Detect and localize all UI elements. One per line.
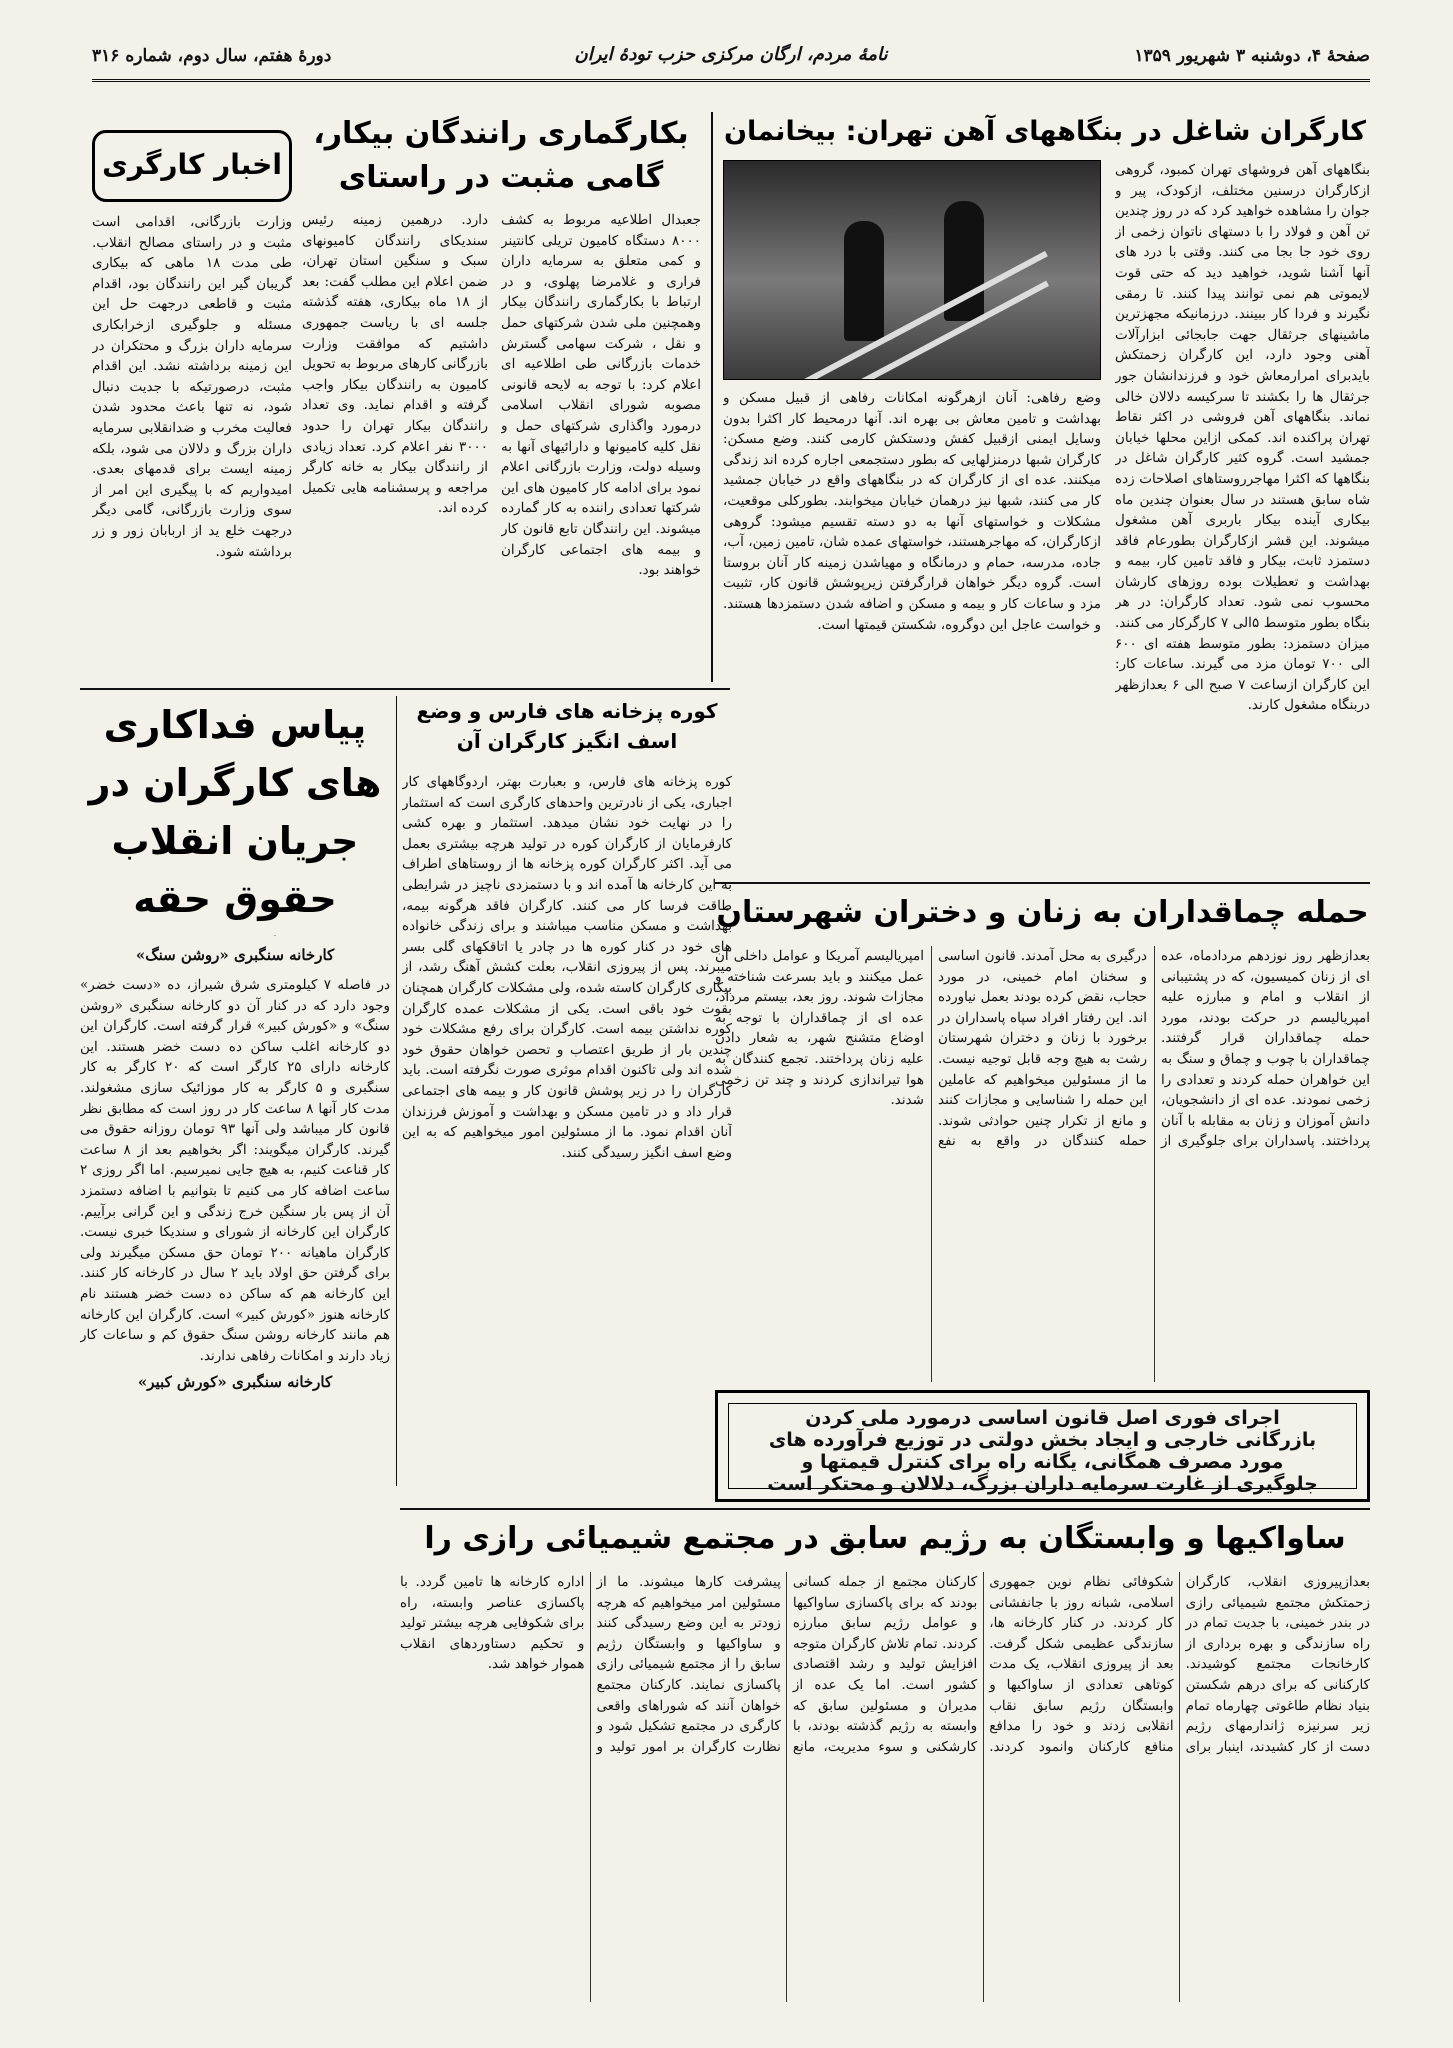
art2-column-1 [501,210,701,682]
art1-column-2 [723,388,1101,876]
column-rule [711,112,713,682]
section-rule [400,1508,1370,1510]
art2-col2-text: دارد. درهمین زمینه رئیس سندیکای رانندگان کامیونهای سبک و سنگین استان تهران، ضمن اعلام این مطلب گفت: بعد از ۱۸ ماه بیکاری، هفته گذشته جلسه ای با ریاست جمهوری داشتیم که موافقت وزارت بازرگانی کارهای مربوط به تحویل کامیون به رانندگان بیکار واجب گرفته و اقدام نماید. وی تعداد رانندگان بیکار تهران را حدود ۳۰۰۰ نفر اعلام کرد. تعداد زیادی از رانندگان بیکار به خانه کارگر مراجعه و پرسشنامه هایی تکمیل کرده اند. [302,212,488,517]
slogan-notice [715,1390,1370,1502]
art2-col1-text: جعبدال اطلاعیه مربوط به کشف ۸۰۰۰ دستگاه کامیون تریلی کانتینر و کمی متعلق به سرمایه داران فراری و غلامرضا پهلوی، و در ارتباط با بکارگماری رانندگان بیکار وهمچنین ملی شدن شرکتهای حمل و نقل ، شرکت سهامی گسترش خدمات بازرگانی طی اطلاعیه ای اعلام کرد: با توجه به لایحه قانونی مصوبه شورای انقلاب اسلامی درمورد واگذاری شرکتهای حمل و نقل کلیه کامیونها و دارائیهای آنها به وسیله دولت، وزارت بازرگانی اعلام نمود برای ادامه کار کامیون های این شرکتها تعدادی راننده به کار گمارده میشوند. این رانندگان تابع قانون کار و بیمه های اجتماعی کارگران خواهند بود. [501,212,701,579]
art4-text: کوره پزخانه های فارس، و بعبارت بهتر، اردوگاههای کار اجباری، یکی از نادرترین واحدهای کارگری است که استثمار را در نهایت خود نشان میدهد. استثمار و بهره کشی کارفرمایان از کارگران کوره در تولید هرچه بیشتری بعمل می آید. اکثر کارگران کوره پزخانه ها از روستاهای اطراف به این کارخانه ها آمده اند و با دستمزدی ناچیز در شرایطی طاقت فرسا کار می کنند. کارگران فاقد هرگونه بیمه، بهداشت و مسکن مناسب میباشند و برای زندگی خانواده های خود در کنار کوره ها در چادر یا اتاقکهای گلی بسر میبرند. پس از پیروزی انقلاب، بعلت کشش آهنگ رشد، از بیکاری کارگران کاسته شده، ولی مشکلات کارگران همچنان بقوت خود باقی است. یکی از مشکلات عمده کارگران کوره نداشتن بیمه است. کارگران برای رفع مشکلات خود چندین بار از طریق اعتصاب و تحصن خواهان حقوق خود شده اند ولی تاکنون اقدام موثری صورت نگرفته است. باید کارگران را در زیر پوشش قانون کار و بیمه های اجتماعی قرار داد و در تامین مسکن و بهداشت و آموزش فرزندان آنان اقدام نمود. ما از مسئولین امور میخواهیم که به این وضع اسف انگیز رسیدگی کنند. [402,774,732,1161]
notice-line-1: اجرای فوری اصل قانون اساسی درمورد ملی کردن [805,1407,1280,1429]
art1-col2-text: وضع رفاهی: آنان ازهرگونه امکانات رفاهی از قبیل مسکن و بهداشت و تامین معاش بی بهره اند. آنها درمحیط کار اکثرا بدون وسایل ایمنی ازقبیل کفش ودستکش کارمی کنند. وضع مسکن: کارگران شبها درمنزلهایی که بطور دستجمعی اجاره کرده اند زندگی میکنند. عده ای از کارگران که در بنگاههای واقع در خیابان جمشید کار می کنند، شبها نیز درهمان خیابان میخوابند. بطورکلی موقعیت، مشکلات و خواستهای آنها به دو دسته تقسیم میشود: گروهی ازکارگران، که مهاجرهستند، خواستهای عمده شان، تامین زمین، آب، جاده، مدرسه، حمام و درمانگاه و مهیاشدن زمینه کار آنان بروستا است. گروه دیگر خواهان قرارگرفتن زیرپوشش قانون کار، تثبیت مزد و ساعات کار و بیمه و مسکن و اضافه شدن دستمزدها هستند. و خواست عاجل این دوگروه، شکستن قیمتها است. [723,390,1101,633]
art4-headline-line2: اسف انگیز کارگران آن [456,729,678,753]
art2-headline-box [301,112,701,202]
page-info: صفحهٔ ۴، دوشنبه ۳ شهریور ۱۳۵۹ [1134,46,1370,66]
art1-col1-text: بنگاههای آهن فروشهای تهران کمبود، گروهی ازکارگران درسنین مختلف، ازکودک، پیر و جوان را مشاهده خواهید کرد که در روز چندین تن آهن و فولاد را با دستهای ناتوان زخمی از روی خود جا بجا می کنند. وقتی با درد های آنها آشنا شوید، خواهید دید که حتی قوت لایموتی هم نمی توانند پیدا کنند. تا رمقی نگیرند و فردا کار ببینند. درزمانیکه مجهزترین ماشینهای جرثقال جهت جابجائی ابزارآلات آهنی وجود دارد، این کارگران زحمتکش بایدبرای امرارمعاش خود و فرزندانشان جور جرثقال ها را بکشند تا سرکیسه دلالان خالی نماند. بنگاههای آهن فروشی در اکثر نقاط تهران پراکنده اند. کمکی ازاین محلها خیابان جمشید است. گروه کثیر کارگران شاغل در بنگاهها که اکثرا مهاجرروستاهای اصلاحات زده شاه سابق هستند در سال بعنوان چندین ماه بیکاری آینده بیکار باربری آهن مشغول میشوند. این قشر ازکارگران بطورعام فاقد دستمزد ثابت، بیکار و فاقد تامین کار، بیمه و بهداشت و تعطیلات بوده روزهای کارشان محسوب نمی شود. تعداد کارگران: در هر بنگاه بطور متوسط ۵الی ۷ کارگرکار می کنند. میزان دستمزد: بطور متوسط هفته ای ۶۰۰ الی ۷۰۰ تومان مزد می گیرند. ساعات کار: این کارگران ازساعت ۷ صبح الی ۶ بعدازظهر دربنگاه مشغول کارند. [1115,162,1370,714]
worker-figure [844,221,884,341]
art5-headline-box [715,888,1370,940]
art2-column-3 [92,212,292,682]
art4-headline-line1: کوره پزخانه های فارس و وضع [416,699,718,723]
notice-line-4: جلوگیری از غارت سرمایه داران بزرگ، دلالان و محتکر است [767,1473,1318,1495]
art5-text: بعدازظهر روز نوزدهم مردادماه، عده ای از زنان کمیسیون، که در پشتیبانی از انقلاب و امام و مبارزه علیه امپریالیسم در حرکت بودند، مورد حمله چماقداران قرار گرفتند. چماقداران با چوب و چماق و سنگ به این خواهران حمله کردند و تعدادی را زخمی نمودند. عده ای از دانشجویان، دانش آموزان و زنان به مقابله با آنان پرداختند. پاسداران برای جلوگیری از درگیری به محل آمدند. قانون اساسی و سخنان امام خمینی، در مورد حجاب، نقض کرده بودند بعمل نیاورده اند. این رفتار افراد سپاه پاسداران در برخورد با زنان و دختران شهرستان رشت به هیچ وجه قابل توجیه نیست. ما از مسئولین میخواهیم که عاملین این حمله را شناسایی و مجازات کنند و مانع از تکرار چنین حوادثی شوند. حمله کنندگان در واقع به نفع امپریالیسم آمریکا و عوامل داخلی آن عمل میکنند و باید بسرعت شناخته و مجازات شوند. روز بعد، بیستم مرداد، عده ای از چماقداران با توجه به اوضاع متشنج شهر، به شعار دادن علیه زنان پرداختند. تجمع کنندگان به هوا تیراندازی کردند و چند تن زخمی شدند. [715,948,1370,1150]
art3-subtitle-1: کارخانه سنگبری «روشن سنگ» [135,946,335,964]
art3-headline: پیاس فداکاری های کارگران در جریان انقلاب حقوق حقه [88,703,382,921]
edition-info: دورهٔ هفتم، سال دوم، شماره ۳۱۶ [92,46,332,66]
art3-subtitle-1-box [80,945,390,971]
art2-col3-text: وزارت بازرگانی، اقدامی است مثبت و در راستای مصالح انقلاب. طی مدت ۱۸ ماهی که بیکاری گریبان گیر این رانندگان بود، اقدام مثبت و قاطعی درجهت حل این مسئله و جلوگیری ازخرابکاری سرمایه داران بزرگ و محتکران در این زمینه برداشته نشد. این اقدام مثبت، درصورتیکه با جدیت دنبال شود، نه تنها باعث محدود شدن فعالیت مخرب و ضدانقلابی سرمایه داران بزرگ و دلالان می شود، بلکه زمینه ایست برای قدمهای بعدی. امیدواریم که با پیگیری این امر از سوی وزارت بازرگانی، گامی دیگر درجهت خلع ید از اربابان زور و زر برداشته شود. [92,214,292,560]
section-label-box [92,130,292,202]
art2-headline-line1: بکارگماری رانندگان بیکار، [313,116,689,151]
art6-headline-box [400,1514,1370,1566]
art3-headline-box [80,696,390,936]
section-label: اخبار کارگری [102,148,282,181]
art4-body [402,772,732,1484]
art6-body [400,1572,1370,2002]
section-rule [715,882,1370,884]
art3-body [80,975,390,1995]
art2-column-2 [302,210,488,682]
page-header [92,38,1370,82]
art1-headline: کارگران شاغل در بنگاههای آهن تهران: بیخانمان [724,116,1366,147]
art3-subtitle-2: کارخانه سنگبری «کورش کبیر» [137,1373,333,1392]
art6-headline: ساواکیها و وابستگان به رژیم سابق در مجتمع شیمیائی رازی را [424,1521,1346,1556]
art5-headline: حمله چماقداران به زنان و دختران شهرستان [716,895,1369,930]
workers-photo [723,160,1101,380]
art4-headline-box [402,696,732,766]
art2-headline-line2: گامی مثبت در راستای [338,160,664,195]
column-rule [396,696,397,1486]
art6-text: بعدازپیروزی انقلاب، کارگران زحمتکش مجتمع شیمیائی رازی در بندر خمینی، با جدیت تمام در راه سازندگی و بهره برداری از کارخانجات مجتمع کوشیدند. کارکنانی که برای درهم شکستن بنیاد نظام طاغوتی چهارماه تمام زیر سرنیزه ژاندارمهای رژیم دست از کار کشیدند، اینبار برای شکوفائی نظام نوین جمهوری اسلامی، شبانه روز با جانفشانی کار کردند. در کنار کارخانه ها، سازندگی عظیمی شکل گرفت. بعد از پیروزی انقلاب، یک مدت کوتاهی تعدادی از ساواکیها و وابستگان رژیم سابق نقاب انقلابی زدند و خود را مدافع منافع کارکنان وانمود کردند. کارکنان مجتمع از جمله کسانی بودند که برای پاکسازی ساواکیها و عوامل رژیم سابق مبارزه کردند. تمام تلاش کارگران متوجه افزایش تولید و رشد اقتصادی کشور است. اما یک عده از مدیران و مسئولین سابق که وابسته به رژیم گذشته بودند، با کارشکنی و سوء مدیریت، مانع پیشرفت کارها میشوند. ما از مسئولین امر میخواهیم که هرچه زودتر به این وضع رسیدگی کنند و ساواکیها و وابستگان رژیم سابق را از مجتمع شیمیائی رازی پاکسازی نمایند. کارکنان مجتمع خواهان آنند که شوراهای واقعی کارگری در مجتمع تشکیل شود و نظارت کارگران بر امور تولید و اداره کارخانه ها تامین گردد. با پاکسازی عناصر وابسته، راه برای شکوفایی هرچه بیشتر تولید و تحکیم دستاوردهای انقلاب هموار خواهد شد. [400,1574,1370,1755]
notice-line-2: بازرگانی خارجی و ایجاد بخش دولتی در توزیع فرآورده های [768,1429,1317,1451]
newspaper-name: نامهٔ مردم، ارگان مرکزی حزب تودهٔ ایران [574,44,888,65]
iron-bar [780,251,1048,380]
art1-column-1 [1115,160,1370,876]
art3-text: در فاصله ۷ کیلومتری شرق شیراز، ده «دست خضر» وجود دارد که در کنار آن دو کارخانه سنگبری «روشن سنگ» و «کورش کبیر» قرار گرفته است. کارگران این دو کارخانه اغلب ساکن ده دست خضر هستند. این کارخانه دارای ۲۵ کارگر است که ۲۰ کارگر به کار سنگبری و ۵ کارگر به کار موزائیک سازی مشغولند. مدت کار آنها ۸ ساعت کار در روز است که مطابق نظر قانون کار میباشد ولی آنها ۹۳ تومان روزانه حقوق می گیرند. کارگران میگویند: اگر بخواهیم بعد از ۸ ساعت کار قناعت کنیم، به هیچ جایی نمیرسیم. اما اگر روزی ۲ ساعت اضافه کار می کنیم تا بتوانیم با اضافه دستمزد آن از پس بار سنگین خرج زندگی و این گرانی برآییم. کارگران این کارخانه از شورای و سندیکا خبری نیست. کارگران ماهیانه ۲۰۰ تومان حق مسکن میگیرند ولی برای گرفتن حق اولاد باید ۲ سال در کارخانه کار کنند. این کارخانه هم که ساکن ده دست خضر هستند نام کارخانه هنوز «کورش کبیر» است. کارگران این کارخانه هم مانند کارخانه روشن سنگ حقوق کم و ساعات کار زیاد دارند و امکانات رفاهی ندارند. [80,977,390,1364]
art5-body [715,946,1370,1382]
notice-line-3: مورد مصرف همگانی، یگانه راه برای کنترل قیمتها و [801,1451,1284,1473]
section-rule [80,688,730,690]
art1-headline-box [720,112,1370,154]
